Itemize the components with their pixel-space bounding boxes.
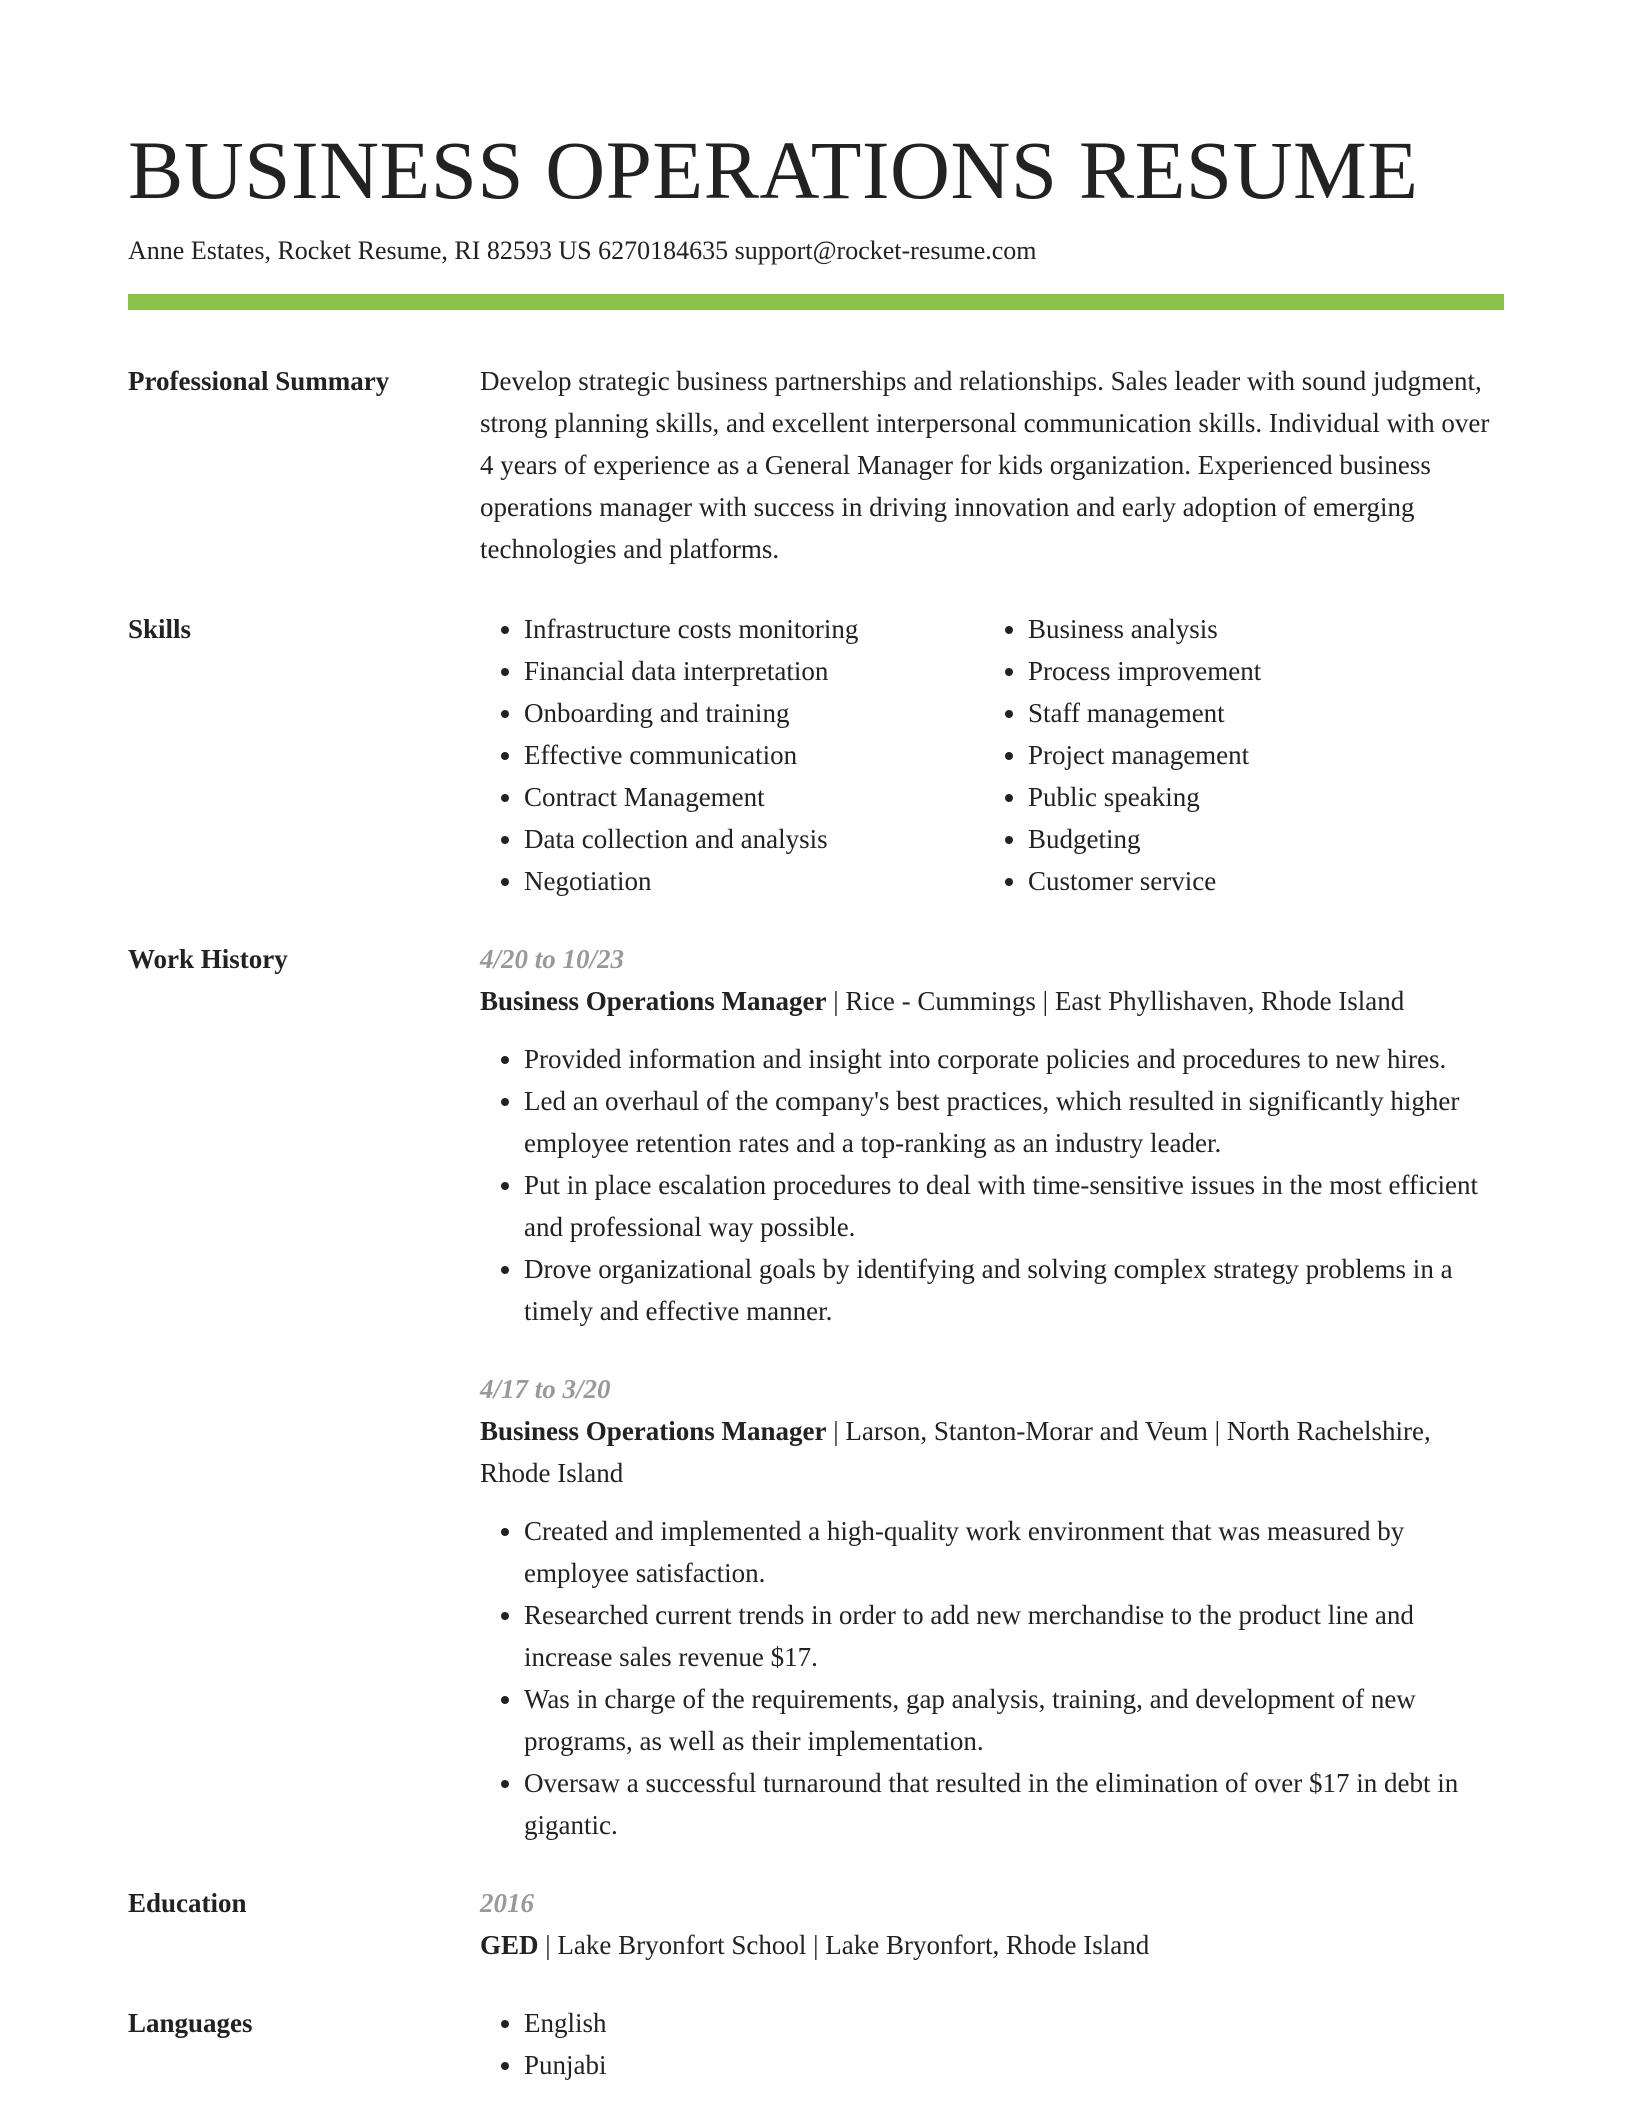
skill-item: • Staff management [1028, 692, 1488, 734]
resume-title: BUSINESS OPERATIONS RESUME [128, 124, 1419, 216]
language-item: • Punjabi [524, 2044, 1504, 2086]
languages-section [128, 2002, 1504, 2086]
contact-line: Anne Estates, Rocket Resume, RI 82593 US 6270184635 support@rocket-resume.com [128, 236, 1037, 265]
work-history-content [480, 938, 1504, 1846]
education-section [128, 1882, 1504, 1966]
skill-item: • Business analysis [1028, 608, 1488, 650]
job-bullet: • Created and implemented a high-quality work environment that was measured by employee satisfaction. [524, 1510, 1504, 1594]
job-bullet-list [480, 1038, 1504, 1332]
skills-column-left [480, 608, 984, 902]
skill-item: • Contract Management [524, 776, 984, 818]
job-dates: 4/20 to 10/23 [480, 944, 625, 974]
skills-list-right [984, 608, 1488, 902]
job-dates: 4/17 to 3/20 [480, 1374, 611, 1404]
skill-item: • Negotiation [524, 860, 984, 902]
skill-item: • Customer service [1028, 860, 1488, 902]
job-details: | Larson, Stanton-Morar and Veum | North Rachelshire, Rhode Island [480, 1416, 1431, 1488]
language-item: • English [524, 2002, 1504, 2044]
job-entry [480, 938, 1504, 1332]
job-bullet: • Was in charge of the requirements, gap analysis, training, and development of new programs, as well as their implementation. [524, 1678, 1504, 1762]
education-details: | Lake Bryonfort School | Lake Bryonfort, Rhode Island [538, 1930, 1150, 1960]
skills-section [128, 608, 1504, 902]
work-history-section [128, 938, 1504, 1846]
skill-item: • Project management [1028, 734, 1488, 776]
job-bullet: • Researched current trends in order to add new merchandise to the product line and increase sales revenue $17. [524, 1594, 1504, 1678]
education-line [480, 1924, 1504, 1966]
skill-item: • Process improvement [1028, 650, 1488, 692]
job-entry [480, 1368, 1504, 1846]
job-bullet: • Provided information and insight into corporate policies and procedures to new hires. [524, 1038, 1504, 1080]
job-bullet: • Oversaw a successful turnaround that resulted in the elimination of over $17 in debt in gigantic. [524, 1762, 1504, 1846]
skills-columns [480, 608, 1504, 902]
job-details: | Rice - Cummings | East Phyllishaven, Rhode Island [826, 986, 1405, 1016]
skills-heading: Skills [128, 614, 192, 644]
skill-item: • Data collection and analysis [524, 818, 984, 860]
education-content [480, 1882, 1504, 1966]
job-title-line [480, 980, 1504, 1022]
languages-content [480, 2002, 1504, 2086]
job-bullet: • Led an overhaul of the company's best practices, which resulted in significantly higher employee retention rates and a top-ranking as an industry leader. [524, 1080, 1504, 1164]
job-title: Business Operations Manager [480, 986, 827, 1016]
education-year: 2016 [480, 1888, 534, 1918]
skill-item: • Onboarding and training [524, 692, 984, 734]
skill-item: • Effective communication [524, 734, 984, 776]
summary-text: Develop strategic business partnerships and relationships. Sales leader with sound judgment, strong planning skills, and excellent interpersonal communication skills. Individual with over 4 years of experience as a General Manager for kids organization. Experienced business operations manager with success in driving innovation and early adoption of emerging technologies and platforms. [480, 366, 1490, 564]
skill-item: • Public speaking [1028, 776, 1488, 818]
skills-content [480, 608, 1504, 902]
job-bullet-list [480, 1510, 1504, 1846]
work-history-heading: Work History [128, 944, 288, 974]
summary-content [480, 360, 1504, 570]
job-title: Business Operations Manager [480, 1416, 827, 1446]
languages-list [480, 2002, 1504, 2086]
languages-heading: Languages [128, 2008, 253, 2038]
skill-item: • Budgeting [1028, 818, 1488, 860]
skills-column-right [984, 608, 1488, 902]
accent-divider [128, 294, 1504, 310]
skill-item: • Infrastructure costs monitoring [524, 608, 984, 650]
job-bullet: • Put in place escalation procedures to deal with time-sensitive issues in the most efficient and professional way possible. [524, 1164, 1504, 1248]
job-title-line [480, 1410, 1504, 1494]
skill-item: • Financial data interpretation [524, 650, 984, 692]
skills-list-left [480, 608, 984, 902]
summary-heading: Professional Summary [128, 366, 390, 396]
job-bullet: • Drove organizational goals by identifying and solving complex strategy problems in a timely and effective manner. [524, 1248, 1504, 1332]
education-degree: GED [480, 1930, 539, 1960]
education-heading: Education [128, 1888, 247, 1918]
summary-section [128, 360, 1504, 570]
